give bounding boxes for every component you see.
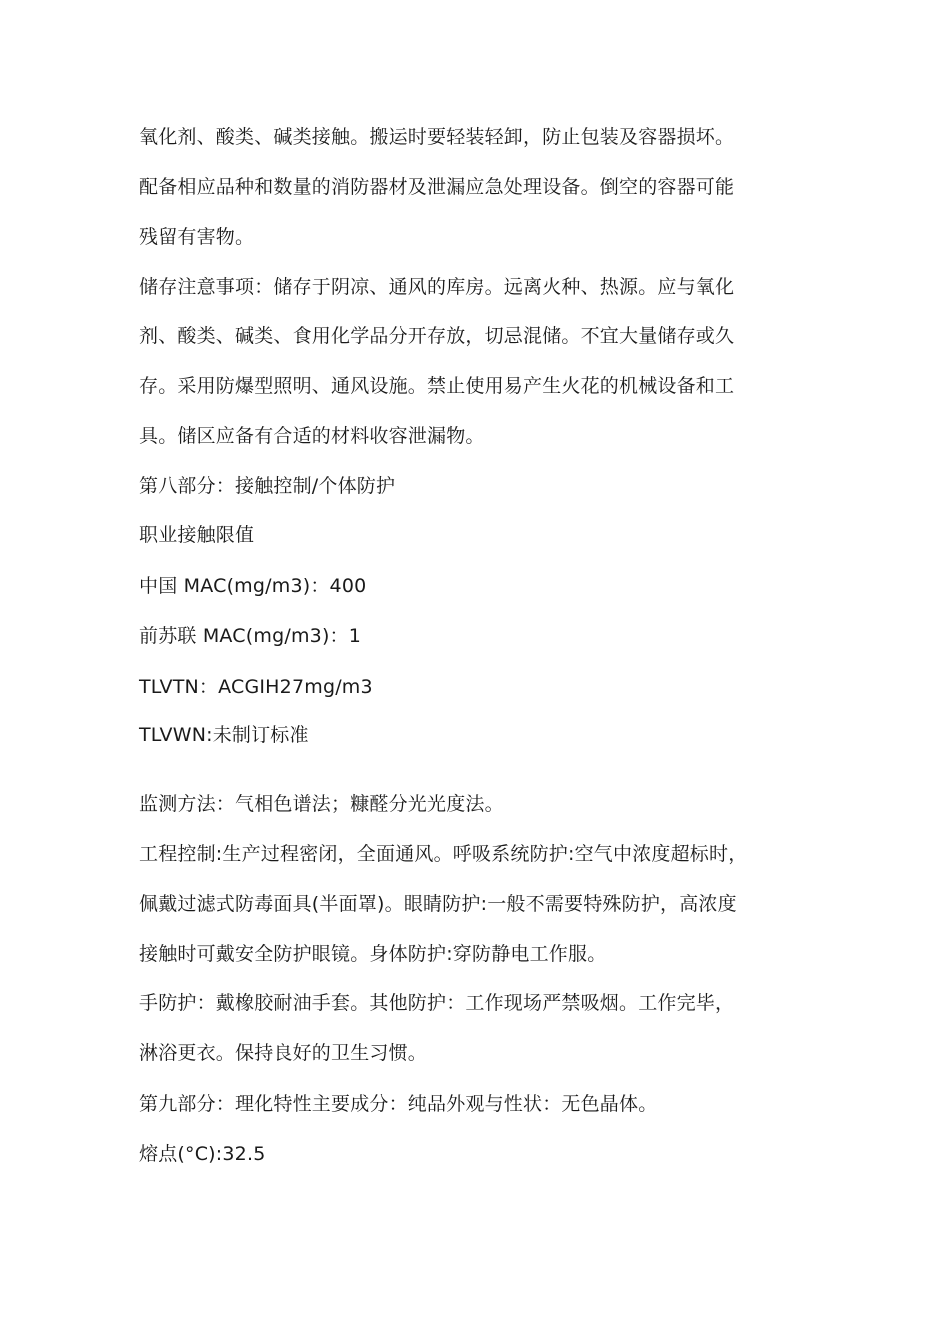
tlvwn-value: TLVWN:未制订标准 (139, 724, 309, 746)
storage-notes-line-1: 储存注意事项：储存于阴凉、通风的库房。远离火种、热源。应与氧化 (139, 276, 735, 298)
hand-protection-line-1: 手防护：戴橡胶耐油手套。其他防护：工作现场严禁吸烟。工作完毕， (139, 992, 735, 1014)
monitoring-method: 监测方法：气相色谱法；糠醛分光光度法。 (139, 793, 504, 815)
section-eight-heading: 第八部分：接触控制/个体防护 (139, 475, 396, 497)
china-mac-value: 中国 MAC(mg/m3)：400 (139, 575, 367, 597)
storage-notes-line-2: 剂、酸类、碱类、食用化学品分开存放，切忌混储。不宜大量储存或久 (139, 325, 735, 347)
melting-point-value: 熔点(°C):32.5 (139, 1143, 266, 1165)
ussr-mac-value: 前苏联 MAC(mg/m3)：1 (139, 625, 362, 647)
section-nine-heading: 第九部分：理化特性主要成分：纯品外观与性状：无色晶体。 (139, 1093, 658, 1115)
text-line-1: 氧化剂、酸类、碱类接触。搬运时要轻装轻卸，防止包装及容器损坏。 (139, 126, 735, 148)
storage-notes-line-4: 具。储区应备有合适的材料收容泄漏物。 (139, 425, 485, 447)
exposure-limits-heading: 职业接触限值 (139, 524, 255, 546)
engineering-control-line-3: 接触时可戴安全防护眼镜。身体防护:穿防静电工作服。 (139, 943, 607, 965)
tlvtn-value: TLVTN：ACGIH27mg/m3 (139, 676, 373, 698)
text-line-2: 配备相应品种和数量的消防器材及泄漏应急处理设备。倒空的容器可能 (139, 176, 735, 198)
engineering-control-line-1: 工程控制:生产过程密闭，全面通风。呼吸系统防护:空气中浓度超标时， (139, 843, 748, 865)
hand-protection-line-2: 淋浴更衣。保持良好的卫生习惯。 (139, 1042, 428, 1064)
text-line-3: 残留有害物。 (139, 226, 255, 248)
storage-notes-line-3: 存。采用防爆型照明、通风设施。禁止使用易产生火花的机械设备和工 (139, 375, 735, 397)
engineering-control-line-2: 佩戴过滤式防毒面具(半面罩)。眼睛防护:一般不需要特殊防护，高浓度 (139, 893, 737, 915)
